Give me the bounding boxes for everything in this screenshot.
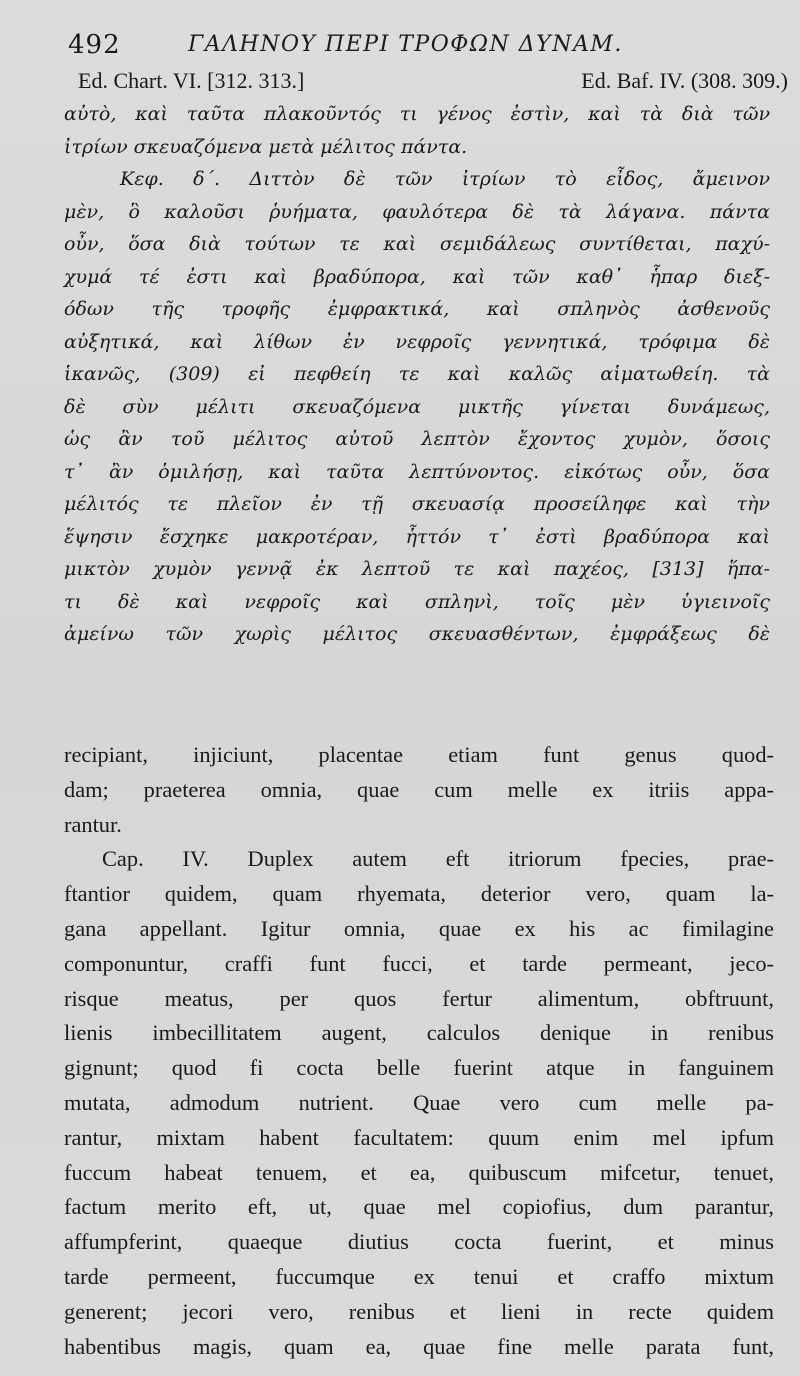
- greek-line: ἱκανῶς, (309) εἰ πεφθείη τε καὶ καλῶς αἱματωθείη. τὰ: [64, 363, 770, 385]
- latin-line: risque meatus, per quos fertur alimentum, obftruunt,: [64, 985, 774, 1011]
- latin-line: dam; praeterea omnia, quae cum melle ex itriis appa-: [64, 776, 774, 802]
- latin-line: factum merito eft, ut, quae mel copiofius, dum parantur,: [64, 1194, 774, 1220]
- greek-line: αὐξητικά, καὶ λίθων ἐν νεφροῖς γεννητικά, τρόφιμα δὲ: [64, 330, 770, 353]
- latin-line: componuntur, craffi funt fucci, et tarde permeant, jeco-: [64, 950, 774, 976]
- running-title: ΓΑΛΗΝΟΥ ΠΕΡΙ ΤΡΟΦΩΝ ΔΥΝΑΜ.: [188, 32, 623, 57]
- greek-line: οὖν, ὅσα διὰ τούτων τε καὶ σεμιδάλεως συντίθεται, παχύ-: [64, 233, 770, 255]
- latin-line: mutata, admodum nutrient. Quae vero cum melle pa-: [64, 1089, 774, 1115]
- greek-line: τι δὲ καὶ νεφροῖς καὶ σπληνὶ, τοῖς μὲν ὑγιεινοῖς: [64, 590, 770, 613]
- page-number: 492: [68, 30, 121, 60]
- greek-line: αὐτὸ, καὶ ταῦτα πλακοῦντός τι γένος ἐστὶν, καὶ τὰ διὰ τῶν: [64, 103, 770, 125]
- latin-line: Cap. IV. Duplex autem eft itriorum fpecies, prae-: [102, 846, 774, 872]
- greek-line: ἕψησιν ἔσχηκε μακροτέραν, ἧττόν τ᾽ ἐστὶ βραδύπορα καὶ: [64, 525, 770, 548]
- latin-line: habentibus magis, quam ea, quae fine melle parata funt,: [64, 1333, 774, 1359]
- latin-line: ftantior quidem, quam rhyemata, deterior vero, quam la-: [64, 881, 774, 907]
- greek-line: χυμά τέ ἐστι καὶ βραδύπορα, καὶ τῶν καθ᾽ ἧπαρ διεξ-: [64, 265, 770, 288]
- edition-reference-line: [78, 68, 788, 98]
- latin-line: gignunt; quod fi cocta belle fuerint atque in fanguinem: [64, 1055, 774, 1081]
- latin-line: fuccum habeat tenuem, et ea, quibuscum mifcetur, tenuet,: [64, 1159, 774, 1185]
- greek-line: μικτὸν χυμὸν γεννᾷ ἐκ λεπτοῦ τε καὶ παχέος, [313] ἥπα-: [64, 558, 770, 580]
- greek-line: μὲν, ὃ καλοῦσι ῥυήματα, φαυλότερα δὲ τὰ λάγανα. πάντα: [64, 200, 770, 223]
- latin-line: tarde permeent, fuccumque ex tenui et craffo mixtum: [64, 1263, 774, 1289]
- greek-line: όδων τῆς τροφῆς ἐμφρακτικά, καὶ σπληνὸς ἀσθενοῦς: [64, 298, 770, 320]
- edition-reference-basel: Ed. Baf. IV. (308. 309.): [581, 68, 788, 93]
- greek-line: Κεφ. δ΄. Διττὸν δὲ τῶν ἰτρίων τὸ εἶδος, ἄμεινον: [120, 168, 770, 190]
- latin-line: affumpferint, quaeque diutius cocta fuerint, et minus: [64, 1229, 774, 1255]
- greek-line: ὡς ἂν τοῦ μέλιτος αὐτοῦ λεπτὸν ἔχοντος χυμὸν, ὅσοις: [64, 428, 770, 450]
- edition-reference-chartier: Ed. Chart. VI. [312. 313.]: [78, 68, 305, 93]
- greek-line: τ᾽ ἂν ὁμιλήσῃ, καὶ ταῦτα λεπτύνοντος. εἰκότως οὖν, ὅσα: [64, 460, 770, 483]
- latin-line: rantur.: [64, 811, 122, 837]
- latin-line: lienis imbecillitatem augent, calculos denique in renibus: [64, 1020, 774, 1046]
- latin-line: gana appellant. Igitur omnia, quae ex his ac fimilagine: [64, 915, 774, 941]
- latin-line: recipiant, injiciunt, placentae etiam funt genus quod-: [64, 742, 774, 767]
- greek-line: μέλιτός τε πλεῖον ἐν τῇ σκευασίᾳ προσείληφε καὶ τὴν: [64, 493, 770, 515]
- greek-text-block: [64, 98, 770, 651]
- latin-line: rantur, mixtam habent facultatem: quum enim mel ipfum: [64, 1124, 774, 1150]
- greek-line: ἀμείνω τῶν χωρὶς μέλιτος σκευασθέντων, ἐμφράξεως δὲ: [64, 623, 770, 645]
- greek-line: δὲ σὺν μέλιτι σκευαζόμενα μικτῆς γίνεται δυνάμεως,: [64, 395, 770, 418]
- latin-line: generent; jecori vero, renibus et lieni in recte quidem: [64, 1298, 774, 1324]
- latin-text-block: [64, 738, 774, 1364]
- greek-line: ἰτρίων σκευαζόμενα μετὰ μέλιτος πάντα.: [64, 135, 468, 158]
- page-header: [68, 28, 788, 62]
